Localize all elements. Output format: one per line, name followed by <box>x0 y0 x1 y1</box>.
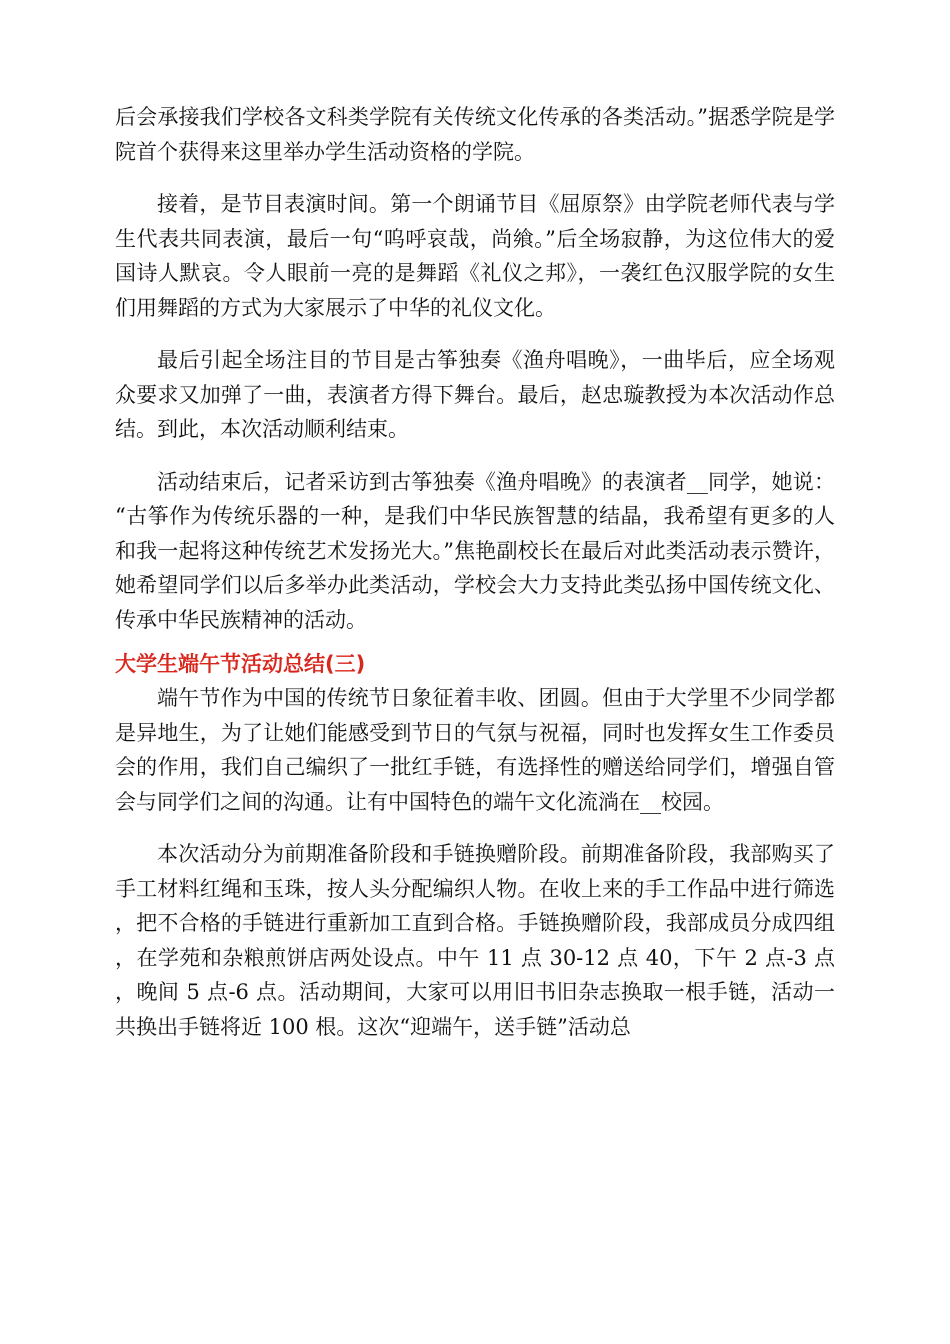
paragraph-gap <box>115 447 835 465</box>
paragraph: 后会承接我们学校各文科类学院有关传统文化传承的各类活动。”据悉学院是学院首个获得来这里举办学生活动资格的学院。 <box>115 105 835 164</box>
paragraph: 接着，是节目表演时间。第一个朗诵节目《屈原祭》由学院老师代表与学生代表共同表演，最后一句“呜呼哀哉，尚飨。”后全场寂静，为这位伟大的爱国诗人默哀。令人眼前一亮的是舞蹈《礼仪之邦》，一袭红色汉服学院的女生们用舞蹈的方式为大家展示了中华的礼仪文化。 <box>115 192 835 320</box>
paragraph-gap <box>115 169 835 187</box>
paragraph: 活动结束后，记者采访到古筝独奏《渔舟唱晚》的表演者__同学，她说：“古筝作为传统乐器的一种，是我们中华民族智慧的结晶，我希望有更多的人和我一起将这种传统艺术发扬光大。”焦艳副校长在最后对此类活动表示赞许，她希望同学们以后多举办此类活动，学校会大力支持此类弘扬中国传统文化、传承中华民族精神的活动。 <box>115 469 835 632</box>
section-heading: 大学生端午节活动总结(三) <box>115 652 366 676</box>
paragraph-gap <box>115 819 835 837</box>
paragraph: 最后引起全场注目的节目是古筝独奏《渔舟唱晚》，一曲毕后，应全场观众要求又加弹了一曲，表演者方得下舞台。最后，赵忠璇教授为本次活动作总结。到此，本次活动顺利结束。 <box>115 348 835 441</box>
paragraph-gap <box>115 325 835 343</box>
paragraph: 端午节作为中国的传统节日象征着丰收、团圆。但由于大学里不少同学都是异地生，为了让她们能感受到节日的气氛与祝福，同时也发挥女生工作委员会的作用，我们自己编织了一批红手链，有选择性的赠送给同学们，增强自管会与同学们之间的沟通。让有中国特色的端午文化流淌在__校园。 <box>115 686 835 814</box>
document-page <box>115 100 835 1044</box>
paragraph: 本次活动分为前期准备阶段和手链换赠阶段。前期准备阶段，我部购买了手工材料红绳和玉珠，按人头分配编织人物。在收上来的手工作品中进行筛选，把不合格的手链进行重新加工直到合格。手链换赠阶段，我部成员分成四组，在学苑和杂粮煎饼店两处设点。中午 11 点 30-12 点 40，下午 2 点-3 点，晚间 5 点-6 点。活动期间，大家可以用旧书旧杂志换取一根手链，活动一共换出手链将近 100 根。这次“迎端午，送手链”活动总 <box>115 842 835 1039</box>
